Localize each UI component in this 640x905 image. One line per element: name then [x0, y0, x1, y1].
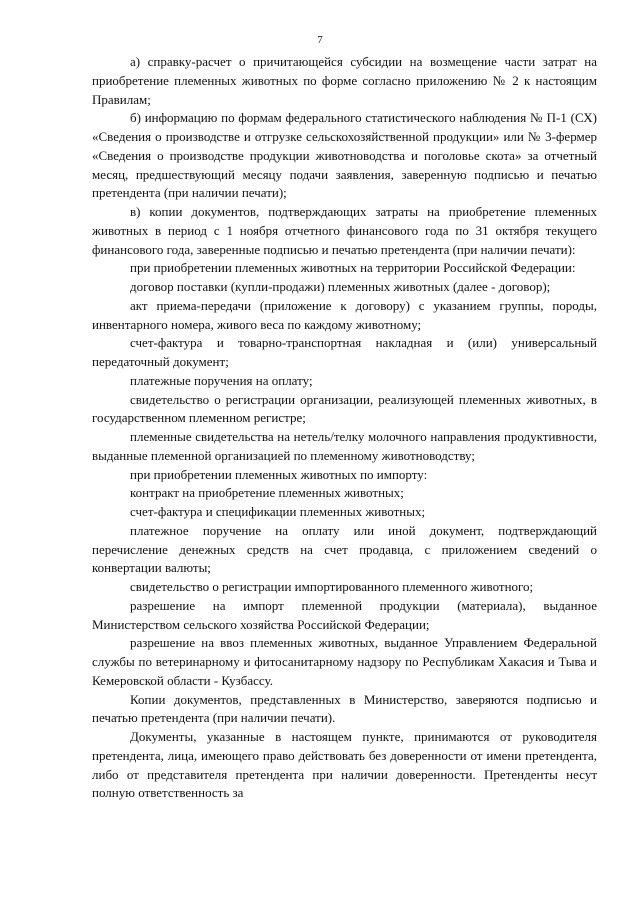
- page-number: 7: [317, 34, 323, 46]
- paragraph-item-v: в) копии документов, подтверждающих затраты на приобретение племенных животных в период с 1 ноября отчетного финансового года по 31 октября текущего финансового года, заверенные подписью и печатью претендента (при наличии печати):: [92, 204, 597, 257]
- paragraph-entry-permit: разрешение на ввоз племенных животных, выданное Управлением Федеральной службы по ветеринарному и фитосанитарному надзору по Республикам Хакасия и Тыва и Кемеровской области - Кузбассу.: [92, 635, 597, 688]
- paragraph-import-registration: свидетельство о регистрации импортированного племенного животного;: [130, 579, 534, 594]
- paragraph-breeding-certificates: племенные свидетельства на нетель/телку молочного направления продуктивности, выданные племенной организацией по племенному животноводству;: [92, 429, 597, 463]
- paragraph-documents-accepted: Документы, указанные в настоящем пункте, принимаются от руководителя претендента, лица, имеющего право действовать без доверенности от имени претендента, либо от представителя претендента при наличии доверенности. Претенденты несут полную ответственность за: [92, 729, 597, 801]
- paragraph-import-permit: разрешение на импорт племенной продукции (материала), выданное Министерством сельского хозяйства Российской Федерации;: [92, 597, 597, 632]
- paragraph-import-invoice: счет-фактура и спецификации племенных животных;: [130, 504, 426, 519]
- paragraph-item-b: б) информацию по формам федерального статистического наблюдения № П-1 (СХ) «Сведения о производстве и отгрузке сельскохозяйственной продукции» или № 3-фермер «Сведения о производстве продукции животноводства и поголовье скота» за отчетный месяц, предшествующий месяцу подачи заявления, заверенную подписью и печатью претендента (при наличии печати);: [92, 110, 597, 201]
- paragraph-contract: договор поставки (купли-продажи) племенных животных (далее - договор);: [130, 279, 551, 294]
- paragraph-import-contract: контракт на приобретение племенных животных;: [130, 485, 404, 501]
- paragraph-registration-certificate: свидетельство о регистрации организации, реализующей племенных животных, в государственном племенном регистре;: [92, 391, 597, 426]
- paragraph-import-heading: при приобретении племенных животных по импорту:: [130, 466, 428, 482]
- paragraph-copies-certified: Копии документов, представленных в Министерство, заверяются подписью и печатью претендента (при наличии печати).: [92, 691, 597, 726]
- paragraph-transfer-act: акт приема-передачи (приложение к договору) с указанием группы, породы, инвентарного номера, живого веса по каждому животному;: [92, 297, 597, 332]
- paragraph-item-a: а) справку-расчет о причитающейся субсидии на возмещение части затрат на приобретение племенных животных по форме согласно приложению № 2 к настоящим Правилам;: [92, 54, 597, 107]
- paragraph-import-payment: платежное поручение на оплату или иной документ, подтверждающий перечисление денежных средств на счет продавца, с приложением сведений о конвертации валюты;: [92, 522, 597, 576]
- paragraph-domestic-heading: при приобретении племенных животных на территории Российской Федерации:: [130, 260, 576, 276]
- paragraph-invoice: счет-фактура и товарно-транспортная накладная и (или) универсальный передаточный документ;: [92, 335, 597, 369]
- paragraph-payment-orders: платежные поручения на оплату;: [130, 372, 313, 388]
- document-body: [92, 53, 597, 803]
